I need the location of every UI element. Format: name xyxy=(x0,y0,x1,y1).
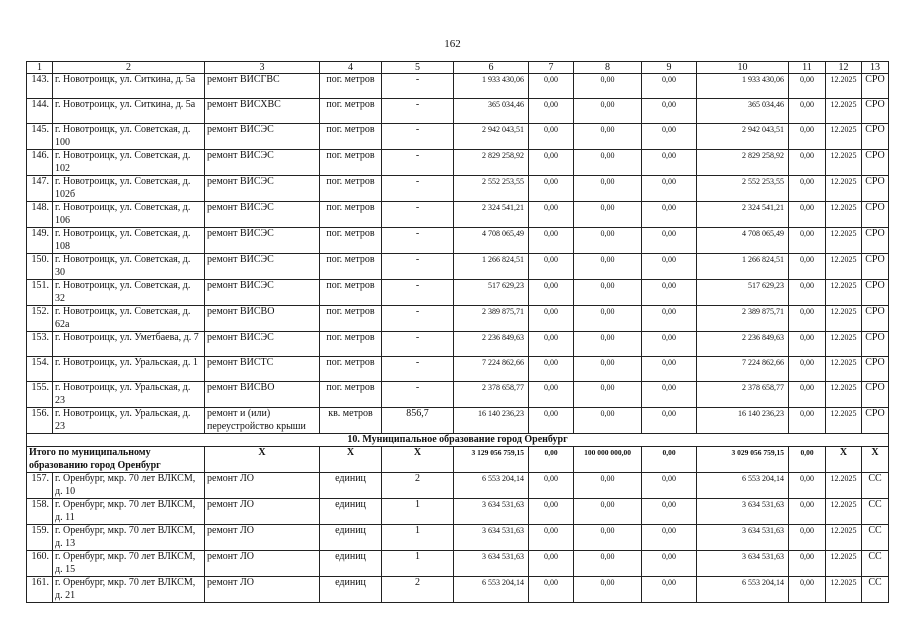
quantity-cell: - xyxy=(382,176,454,202)
work-type-cell: ремонт ВИСЭС xyxy=(205,228,320,254)
address-cell: г. Новотроицк, ул. Ситкина, д. 5а xyxy=(53,74,205,99)
column-number-7: 7 xyxy=(529,62,574,74)
fund-cell: 0,00 xyxy=(574,228,642,254)
date-cell: 12.2025 xyxy=(826,228,862,254)
table-row xyxy=(27,551,889,577)
fund-cell: 0,00 xyxy=(574,332,642,357)
work-type-cell: ремонт ЛО xyxy=(205,499,320,525)
fund-cell: 0,00 xyxy=(642,99,697,124)
quantity-cell: 1 xyxy=(382,525,454,551)
address-cell: г. Новотроицк, ул. Уметбаева, д. 7 xyxy=(53,332,205,357)
quantity-cell: - xyxy=(382,150,454,176)
address-cell: г. Оренбург, мкр. 70 лет ВЛКСМ, д. 10 xyxy=(53,473,205,499)
fund-cell: 0,00 xyxy=(574,306,642,332)
row-number: 160. xyxy=(27,551,53,577)
owner-funds-cell: 2 552 253,55 xyxy=(697,176,789,202)
date-cell: 12.2025 xyxy=(826,357,862,382)
fund-cell: 0,00 xyxy=(642,332,697,357)
total-fund: 0,00 xyxy=(789,447,826,473)
address-cell: г. Новотроицк, ул. Советская, д. 32 xyxy=(53,280,205,306)
total-x: X xyxy=(382,447,454,473)
address-cell: г. Новотроицк, ул. Советская, д. 62а xyxy=(53,306,205,332)
quantity-cell: - xyxy=(382,382,454,408)
address-cell: г. Новотроицк, ул. Советская, д. 102б xyxy=(53,176,205,202)
fund-cell: 0,00 xyxy=(529,473,574,499)
fund-cell: 0,00 xyxy=(642,254,697,280)
cost-total-cell: 517 629,23 xyxy=(454,280,529,306)
owner-funds-cell: 1 933 430,06 xyxy=(697,74,789,99)
unit-cell: пог. метров xyxy=(320,99,382,124)
work-type-cell: ремонт ЛО xyxy=(205,551,320,577)
fund-type-cell: СРО xyxy=(862,99,889,124)
unit-cell: пог. метров xyxy=(320,332,382,357)
row-number: 143. xyxy=(27,74,53,99)
fund-type-cell: СРО xyxy=(862,408,889,434)
row-number: 144. xyxy=(27,99,53,124)
address-cell: г. Оренбург, мкр. 70 лет ВЛКСМ, д. 15 xyxy=(53,551,205,577)
fund-cell: 0,00 xyxy=(574,408,642,434)
fund-cell: 0,00 xyxy=(574,357,642,382)
owner-funds-cell: 2 829 258,92 xyxy=(697,150,789,176)
column-number-13: 13 xyxy=(862,62,889,74)
cost-total-cell: 16 140 236,23 xyxy=(454,408,529,434)
fund-type-cell: СРО xyxy=(862,254,889,280)
table-row xyxy=(27,382,889,408)
total-label: Итого по муниципальному образованию город Оренбург xyxy=(27,447,205,473)
work-type-cell: ремонт ЛО xyxy=(205,577,320,603)
fund-cell: 0,00 xyxy=(574,202,642,228)
address-cell: г. Оренбург, мкр. 70 лет ВЛКСМ, д. 13 xyxy=(53,525,205,551)
fund-cell: 0,00 xyxy=(789,124,826,150)
owner-funds-cell: 365 034,46 xyxy=(697,99,789,124)
date-cell: 12.2025 xyxy=(826,499,862,525)
fund-type-cell: СРО xyxy=(862,176,889,202)
address-cell: г. Новотроицк, ул. Уральская, д. 23 xyxy=(53,408,205,434)
date-cell: 12.2025 xyxy=(826,124,862,150)
quantity-cell: - xyxy=(382,357,454,382)
quantity-cell: - xyxy=(382,74,454,99)
fund-cell: 0,00 xyxy=(789,254,826,280)
table-row xyxy=(27,176,889,202)
fund-cell: 0,00 xyxy=(642,357,697,382)
fund-cell: 0,00 xyxy=(789,525,826,551)
row-number: 147. xyxy=(27,176,53,202)
fund-cell: 0,00 xyxy=(529,280,574,306)
quantity-cell: - xyxy=(382,254,454,280)
fund-cell: 0,00 xyxy=(789,382,826,408)
unit-cell: пог. метров xyxy=(320,382,382,408)
table-body xyxy=(27,62,889,603)
fund-cell: 0,00 xyxy=(642,228,697,254)
date-cell: 12.2025 xyxy=(826,74,862,99)
total-x: X xyxy=(205,447,320,473)
table-row xyxy=(27,99,889,124)
fund-cell: 0,00 xyxy=(789,357,826,382)
column-number-9: 9 xyxy=(642,62,697,74)
address-cell: г. Новотроицк, ул. Советская, д. 30 xyxy=(53,254,205,280)
fund-cell: 0,00 xyxy=(642,150,697,176)
table-row xyxy=(27,254,889,280)
unit-cell: единиц xyxy=(320,473,382,499)
date-cell: 12.2025 xyxy=(826,577,862,603)
fund-cell: 0,00 xyxy=(574,150,642,176)
fund-type-cell: СРО xyxy=(862,382,889,408)
fund-cell: 0,00 xyxy=(642,124,697,150)
work-type-cell: ремонт ВИСГВС xyxy=(205,74,320,99)
date-cell: 12.2025 xyxy=(826,280,862,306)
cost-total-cell: 2 324 541,21 xyxy=(454,202,529,228)
fund-cell: 0,00 xyxy=(642,525,697,551)
work-type-cell: ремонт ВИСХВС xyxy=(205,99,320,124)
work-type-cell: ремонт ВИСЭС xyxy=(205,150,320,176)
quantity-cell: - xyxy=(382,124,454,150)
total-cost: 3 129 056 759,15 xyxy=(454,447,529,473)
fund-cell: 0,00 xyxy=(529,254,574,280)
owner-funds-cell: 2 324 541,21 xyxy=(697,202,789,228)
fund-cell: 0,00 xyxy=(574,473,642,499)
total-owner-funds: 3 029 056 759,15 xyxy=(697,447,789,473)
cost-total-cell: 3 634 531,63 xyxy=(454,499,529,525)
owner-funds-cell: 7 224 862,66 xyxy=(697,357,789,382)
date-cell: 12.2025 xyxy=(826,202,862,228)
fund-cell: 0,00 xyxy=(642,473,697,499)
date-cell: 12.2025 xyxy=(826,551,862,577)
work-type-cell: ремонт ВИСЭС xyxy=(205,176,320,202)
unit-cell: единиц xyxy=(320,577,382,603)
date-cell: 12.2025 xyxy=(826,176,862,202)
row-number: 158. xyxy=(27,499,53,525)
cost-total-cell: 2 236 849,63 xyxy=(454,332,529,357)
fund-type-cell: СРО xyxy=(862,357,889,382)
unit-cell: пог. метров xyxy=(320,176,382,202)
row-number: 150. xyxy=(27,254,53,280)
table-row xyxy=(27,124,889,150)
owner-funds-cell: 16 140 236,23 xyxy=(697,408,789,434)
date-cell: 12.2025 xyxy=(826,150,862,176)
fund-cell: 0,00 xyxy=(789,408,826,434)
fund-type-cell: СРО xyxy=(862,202,889,228)
date-cell: 12.2025 xyxy=(826,525,862,551)
fund-type-cell: СС xyxy=(862,525,889,551)
table-row xyxy=(27,228,889,254)
section-header-row xyxy=(27,434,889,447)
address-cell: г. Новотроицк, ул. Советская, д. 106 xyxy=(53,202,205,228)
quantity-cell: - xyxy=(382,202,454,228)
table-row xyxy=(27,525,889,551)
cost-total-cell: 6 553 204,14 xyxy=(454,577,529,603)
row-number: 152. xyxy=(27,306,53,332)
row-number: 151. xyxy=(27,280,53,306)
cost-total-cell: 3 634 531,63 xyxy=(454,551,529,577)
table-row xyxy=(27,280,889,306)
page-number: 162 xyxy=(444,38,461,50)
cost-total-cell: 7 224 862,66 xyxy=(454,357,529,382)
unit-cell: пог. метров xyxy=(320,306,382,332)
fund-cell: 0,00 xyxy=(789,306,826,332)
fund-cell: 0,00 xyxy=(789,551,826,577)
address-cell: г. Новотроицк, ул. Уральская, д. 23 xyxy=(53,382,205,408)
row-number: 161. xyxy=(27,577,53,603)
fund-cell: 0,00 xyxy=(642,499,697,525)
owner-funds-cell: 3 634 531,63 xyxy=(697,499,789,525)
unit-cell: пог. метров xyxy=(320,150,382,176)
work-type-cell: ремонт ВИСЭС xyxy=(205,124,320,150)
section-title: 10. Муниципальное образование город Оренбург xyxy=(27,434,889,447)
row-number: 155. xyxy=(27,382,53,408)
work-type-cell: ремонт ВИСЭС xyxy=(205,280,320,306)
quantity-cell: 1 xyxy=(382,551,454,577)
fund-cell: 0,00 xyxy=(529,499,574,525)
fund-cell: 0,00 xyxy=(642,577,697,603)
row-number: 148. xyxy=(27,202,53,228)
address-cell: г. Оренбург, мкр. 70 лет ВЛКСМ, д. 21 xyxy=(53,577,205,603)
fund-cell: 0,00 xyxy=(642,280,697,306)
date-cell: 12.2025 xyxy=(826,99,862,124)
cost-total-cell: 2 552 253,55 xyxy=(454,176,529,202)
table-row xyxy=(27,577,889,603)
unit-cell: пог. метров xyxy=(320,74,382,99)
cost-total-cell: 2 829 258,92 xyxy=(454,150,529,176)
row-number: 154. xyxy=(27,357,53,382)
unit-cell: кв. метров xyxy=(320,408,382,434)
address-cell: г. Новотроицк, ул. Ситкина, д. 5а xyxy=(53,99,205,124)
fund-cell: 0,00 xyxy=(574,176,642,202)
quantity-cell: 2 xyxy=(382,473,454,499)
column-number-6: 6 xyxy=(454,62,529,74)
table-row xyxy=(27,499,889,525)
date-cell: 12.2025 xyxy=(826,408,862,434)
address-cell: г. Новотроицк, ул. Уральская, д. 1 xyxy=(53,357,205,382)
column-number-header xyxy=(27,62,889,74)
table-row xyxy=(27,306,889,332)
row-number: 153. xyxy=(27,332,53,357)
owner-funds-cell: 2 236 849,63 xyxy=(697,332,789,357)
quantity-cell: - xyxy=(382,332,454,357)
fund-type-cell: СРО xyxy=(862,74,889,99)
fund-cell: 0,00 xyxy=(789,202,826,228)
column-number-12: 12 xyxy=(826,62,862,74)
fund-cell: 0,00 xyxy=(574,551,642,577)
table-row xyxy=(27,332,889,357)
fund-cell: 0,00 xyxy=(529,228,574,254)
fund-type-cell: СС xyxy=(862,473,889,499)
cost-total-cell: 2 378 658,77 xyxy=(454,382,529,408)
work-type-cell: ремонт ВИСЭС xyxy=(205,202,320,228)
total-row xyxy=(27,447,889,473)
cost-total-cell: 4 708 065,49 xyxy=(454,228,529,254)
work-type-cell: ремонт ВИСВО xyxy=(205,382,320,408)
unit-cell: единиц xyxy=(320,525,382,551)
cost-total-cell: 365 034,46 xyxy=(454,99,529,124)
date-cell: 12.2025 xyxy=(826,382,862,408)
owner-funds-cell: 2 389 875,71 xyxy=(697,306,789,332)
fund-cell: 0,00 xyxy=(529,74,574,99)
column-number-2: 2 xyxy=(53,62,205,74)
cost-total-cell: 1 266 824,51 xyxy=(454,254,529,280)
column-number-1: 1 xyxy=(27,62,53,74)
work-type-cell: ремонт ВИСЭС xyxy=(205,254,320,280)
fund-cell: 0,00 xyxy=(529,306,574,332)
cost-total-cell: 2 942 043,51 xyxy=(454,124,529,150)
fund-cell: 0,00 xyxy=(642,306,697,332)
quantity-cell: 1 xyxy=(382,499,454,525)
unit-cell: единиц xyxy=(320,499,382,525)
table-row xyxy=(27,202,889,228)
row-number: 149. xyxy=(27,228,53,254)
fund-cell: 0,00 xyxy=(642,551,697,577)
address-cell: г. Оренбург, мкр. 70 лет ВЛКСМ, д. 11 xyxy=(53,499,205,525)
row-number: 156. xyxy=(27,408,53,434)
column-number-4: 4 xyxy=(320,62,382,74)
fund-type-cell: СРО xyxy=(862,332,889,357)
owner-funds-cell: 6 553 204,14 xyxy=(697,577,789,603)
owner-funds-cell: 1 266 824,51 xyxy=(697,254,789,280)
column-number-10: 10 xyxy=(697,62,789,74)
column-number-8: 8 xyxy=(574,62,642,74)
fund-cell: 0,00 xyxy=(574,577,642,603)
fund-cell: 0,00 xyxy=(789,176,826,202)
fund-cell: 0,00 xyxy=(642,408,697,434)
work-type-cell: ремонт ВИСТС xyxy=(205,357,320,382)
fund-cell: 0,00 xyxy=(574,99,642,124)
owner-funds-cell: 2 942 043,51 xyxy=(697,124,789,150)
fund-cell: 0,00 xyxy=(789,332,826,357)
fund-cell: 0,00 xyxy=(529,332,574,357)
fund-cell: 0,00 xyxy=(789,150,826,176)
fund-cell: 0,00 xyxy=(789,473,826,499)
total-fund: 0,00 xyxy=(529,447,574,473)
date-cell: 12.2025 xyxy=(826,254,862,280)
fund-cell: 0,00 xyxy=(529,176,574,202)
unit-cell: пог. метров xyxy=(320,124,382,150)
table-row xyxy=(27,473,889,499)
column-number-5: 5 xyxy=(382,62,454,74)
total-x: X xyxy=(320,447,382,473)
row-number: 159. xyxy=(27,525,53,551)
date-cell: 12.2025 xyxy=(826,306,862,332)
row-number: 146. xyxy=(27,150,53,176)
fund-cell: 0,00 xyxy=(642,382,697,408)
quantity-cell: - xyxy=(382,306,454,332)
unit-cell: пог. метров xyxy=(320,254,382,280)
table-row xyxy=(27,408,889,434)
fund-cell: 0,00 xyxy=(529,577,574,603)
fund-cell: 0,00 xyxy=(529,202,574,228)
work-type-cell: ремонт ЛО xyxy=(205,525,320,551)
fund-cell: 0,00 xyxy=(574,74,642,99)
total-x: X xyxy=(862,447,889,473)
owner-funds-cell: 6 553 204,14 xyxy=(697,473,789,499)
fund-type-cell: СРО xyxy=(862,306,889,332)
fund-type-cell: СРО xyxy=(862,150,889,176)
fund-type-cell: СС xyxy=(862,551,889,577)
fund-type-cell: СС xyxy=(862,499,889,525)
address-cell: г. Новотроицк, ул. Советская, д. 108 xyxy=(53,228,205,254)
fund-type-cell: СС xyxy=(862,577,889,603)
cost-total-cell: 3 634 531,63 xyxy=(454,525,529,551)
column-number-11: 11 xyxy=(789,62,826,74)
fund-cell: 0,00 xyxy=(789,280,826,306)
table-row xyxy=(27,357,889,382)
unit-cell: пог. метров xyxy=(320,357,382,382)
owner-funds-cell: 517 629,23 xyxy=(697,280,789,306)
fund-cell: 0,00 xyxy=(574,499,642,525)
table-row xyxy=(27,150,889,176)
address-cell: г. Новотроицк, ул. Советская, д. 100 xyxy=(53,124,205,150)
fund-cell: 0,00 xyxy=(529,99,574,124)
registry-table xyxy=(26,61,889,603)
fund-cell: 0,00 xyxy=(574,124,642,150)
fund-cell: 0,00 xyxy=(529,124,574,150)
total-fund: 100 000 000,00 xyxy=(574,447,642,473)
fund-cell: 0,00 xyxy=(529,551,574,577)
quantity-cell: - xyxy=(382,228,454,254)
total-x: X xyxy=(826,447,862,473)
owner-funds-cell: 4 708 065,49 xyxy=(697,228,789,254)
row-number: 145. xyxy=(27,124,53,150)
total-fund: 0,00 xyxy=(642,447,697,473)
fund-cell: 0,00 xyxy=(574,280,642,306)
unit-cell: пог. метров xyxy=(320,228,382,254)
work-type-cell: ремонт ЛО xyxy=(205,473,320,499)
work-type-cell: ремонт и (или) переустройство крыши xyxy=(205,408,320,434)
quantity-cell: 2 xyxy=(382,577,454,603)
fund-type-cell: СРО xyxy=(862,280,889,306)
date-cell: 12.2025 xyxy=(826,332,862,357)
fund-cell: 0,00 xyxy=(529,357,574,382)
fund-cell: 0,00 xyxy=(642,74,697,99)
fund-cell: 0,00 xyxy=(789,228,826,254)
quantity-cell: - xyxy=(382,99,454,124)
fund-type-cell: СРО xyxy=(862,124,889,150)
fund-cell: 0,00 xyxy=(574,382,642,408)
owner-funds-cell: 3 634 531,63 xyxy=(697,525,789,551)
date-cell: 12.2025 xyxy=(826,473,862,499)
address-cell: г. Новотроицк, ул. Советская, д. 102 xyxy=(53,150,205,176)
fund-cell: 0,00 xyxy=(642,176,697,202)
unit-cell: пог. метров xyxy=(320,202,382,228)
quantity-cell: 856,7 xyxy=(382,408,454,434)
cost-total-cell: 1 933 430,06 xyxy=(454,74,529,99)
fund-cell: 0,00 xyxy=(529,150,574,176)
fund-cell: 0,00 xyxy=(789,577,826,603)
owner-funds-cell: 2 378 658,77 xyxy=(697,382,789,408)
fund-cell: 0,00 xyxy=(789,99,826,124)
fund-cell: 0,00 xyxy=(529,408,574,434)
table-row xyxy=(27,74,889,99)
fund-cell: 0,00 xyxy=(529,382,574,408)
column-number-3: 3 xyxy=(205,62,320,74)
cost-total-cell: 6 553 204,14 xyxy=(454,473,529,499)
fund-type-cell: СРО xyxy=(862,228,889,254)
fund-cell: 0,00 xyxy=(574,254,642,280)
fund-cell: 0,00 xyxy=(789,74,826,99)
fund-cell: 0,00 xyxy=(789,499,826,525)
quantity-cell: - xyxy=(382,280,454,306)
fund-cell: 0,00 xyxy=(642,202,697,228)
cost-total-cell: 2 389 875,71 xyxy=(454,306,529,332)
unit-cell: единиц xyxy=(320,551,382,577)
fund-cell: 0,00 xyxy=(529,525,574,551)
work-type-cell: ремонт ВИСЭС xyxy=(205,332,320,357)
unit-cell: пог. метров xyxy=(320,280,382,306)
owner-funds-cell: 3 634 531,63 xyxy=(697,551,789,577)
fund-cell: 0,00 xyxy=(574,525,642,551)
work-type-cell: ремонт ВИСВО xyxy=(205,306,320,332)
row-number: 157. xyxy=(27,473,53,499)
